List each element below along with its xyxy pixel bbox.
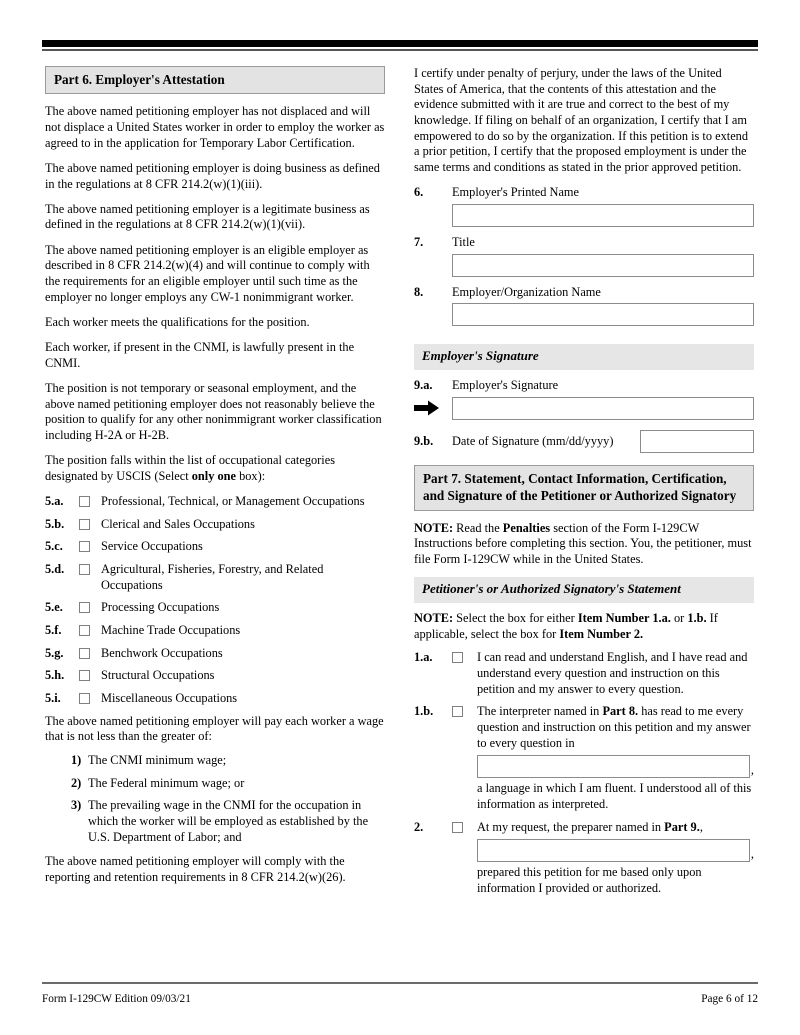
top-rule-thick — [42, 40, 758, 47]
checkbox-5i[interactable] — [79, 693, 90, 704]
checkbox-2-text-after: , — [699, 819, 703, 834]
checkbox-label-5e: Processing Occupations — [101, 600, 220, 615]
part6-paragraph-1: The above named petitioning employer has not displaced and will not displace a United States worker in order to employ the worker as agreed to in the application for Temporary Labor Certification. — [45, 104, 385, 150]
top-rule-thin — [42, 49, 758, 51]
employer-printed-name-input[interactable] — [452, 204, 754, 227]
part-7-header: Part 7. Statement, Contact Information, Certification, and Signature of the Petitioner or Authorized Signatory — [414, 465, 754, 511]
part6-paragraph-5: Each worker meets the qualifications for the position. — [45, 314, 310, 329]
statement-note-item-2: Item Number 2. — [559, 626, 644, 641]
footer-form-edition: Form I-129CW Edition 09/03/21 — [42, 993, 191, 1005]
employer-signature-header: Employer's Signature — [414, 344, 754, 370]
wage-marker-3: 3) — [71, 798, 82, 813]
preparer-name-input[interactable] — [477, 839, 750, 862]
item-number-2: 2. — [414, 819, 424, 834]
field-head-8 — [414, 285, 754, 301]
part6-paragraph-7: The position is not temporary or seasonal employment, and the above named petitioning employer does not reasonably believe the position to qualify for any other nonimmigrant worker classification including H-2A or H-2B. — [45, 380, 382, 442]
checkbox-row-5c[interactable] — [45, 539, 385, 555]
wage-item-3 — [45, 798, 385, 845]
checkbox-label-5g: Benchwork Occupations — [101, 645, 223, 660]
checkbox-5g[interactable] — [79, 648, 90, 659]
statement-note — [414, 611, 754, 642]
item-number-5c: 5.c. — [45, 539, 63, 554]
checkbox-5a[interactable] — [79, 496, 90, 507]
right-column — [414, 66, 754, 904]
preparer-field-row — [477, 839, 754, 862]
checkbox-label-5b: Clerical and Sales Occupations — [101, 516, 255, 531]
wage-marker-1: 1) — [71, 752, 82, 767]
item-number-1a: 1.a. — [414, 650, 433, 665]
field-label-7: Title — [452, 234, 475, 249]
language-field-row — [477, 755, 754, 778]
wage-text-1: The CNMI minimum wage; — [88, 752, 227, 767]
item-number-5f: 5.f. — [45, 622, 62, 637]
checkbox-label-1a: I can read and understand English, and I have read and understand every question and instruction on this petition and my answer to every question. — [477, 650, 748, 696]
interpreter-language-input[interactable] — [477, 755, 750, 778]
checkbox-row-5b[interactable] — [45, 517, 385, 533]
date-of-signature-input[interactable] — [640, 430, 754, 453]
wage-text-2: The Federal minimum wage; or — [88, 775, 245, 790]
part6-paragraph-6: Each worker, if present in the CNMI, is lawfully present in the CNMI. — [45, 339, 355, 370]
preparer-field-comma: , — [750, 847, 754, 862]
date-of-signature-label: Date of Signature (mm/dd/yyyy) — [452, 433, 614, 448]
checkbox-row-5e[interactable] — [45, 600, 385, 616]
checkbox-5f[interactable] — [79, 625, 90, 636]
checkbox-row-1a[interactable] — [414, 650, 754, 697]
checkbox-row-2[interactable] — [414, 820, 754, 897]
wage-list — [45, 753, 385, 845]
wage-marker-2: 2) — [71, 775, 82, 790]
occ-intro-emphasis: only one — [191, 468, 236, 483]
signature-head — [414, 378, 754, 394]
footer-rule — [42, 982, 758, 984]
checkbox-5c[interactable] — [79, 541, 90, 552]
item-number-5i: 5.i. — [45, 690, 61, 705]
item-number-5h: 5.h. — [45, 668, 65, 683]
checkbox-row-5f[interactable] — [45, 623, 385, 639]
checkbox-label-5a: Professional, Technical, or Management Occupations — [101, 493, 365, 508]
statement-note-part-2: or — [670, 611, 688, 626]
checkbox-row-5g[interactable] — [45, 646, 385, 662]
item-number-6: 6. — [414, 185, 424, 200]
page-top-rule — [42, 40, 758, 51]
right-arrow-icon — [414, 397, 452, 420]
checkbox-body-2 — [477, 820, 754, 897]
statement-note-item-1b: 1.b. — [687, 611, 707, 626]
checkbox-label-5i: Miscellaneous Occupations — [101, 690, 238, 705]
part6-paragraph-3: The above named petitioning employer is a legitimate business as defined in the regulations at 8 CFR 214.2(w)(1)(vii). — [45, 201, 370, 232]
item-number-5a: 5.a. — [45, 493, 64, 508]
checkbox-5d[interactable] — [79, 564, 90, 575]
checkbox-2-text-tail: prepared this petition for me based only upon information I provided or authorized. — [477, 865, 702, 896]
signature-row — [414, 397, 754, 420]
checkbox-label-5d: Agricultural, Fisheries, Forestry, and Related Occupations — [101, 561, 324, 592]
item-number-1b: 1.b. — [414, 704, 434, 719]
part6-paragraph-4: The above named petitioning employer is an eligible employer as described in 8 CFR 214.2(w)(4) and will continue to comply with the requirements for an eligible employer until such time as the employer no longer employs any CW-1 nonimmigrant worker. — [45, 242, 370, 304]
field-block-7 — [414, 235, 754, 277]
petitioner-statement-header: Petitioner's or Authorized Signatory's Statement — [414, 577, 754, 603]
checkbox-row-5d[interactable] — [45, 562, 385, 593]
wage-text-3: The prevailing wage in the CNMI for the occupation in which the worker will be employed as established by the U.S. Department of Labor; and — [88, 798, 369, 844]
item-number-7: 7. — [414, 234, 424, 249]
occ-intro-before: The position falls within the list of occupational categories designated by USCIS (Select — [45, 453, 336, 483]
checkbox-row-1b[interactable] — [414, 704, 754, 812]
item-number-9a: 9.a. — [414, 378, 433, 393]
checkbox-5e[interactable] — [79, 602, 90, 613]
item-number-5g: 5.g. — [45, 645, 64, 660]
checkbox-1b-text-tail: a language in which I am fluent. I understood all of this information as interpreted. — [477, 781, 752, 812]
language-field-comma: , — [750, 763, 754, 778]
checkbox-2-text-before: At my request, the preparer named in — [477, 819, 665, 834]
occupational-categories-intro — [45, 453, 385, 484]
part7-note-label: NOTE: — [414, 520, 454, 535]
checkbox-1b-text-before: The interpreter named in — [477, 704, 603, 719]
signature-label: Employer's Signature — [452, 378, 559, 393]
checkbox-1b-part8-reference: Part 8. — [602, 704, 639, 719]
field-label-6: Employer's Printed Name — [452, 185, 580, 200]
item-number-5e: 5.e. — [45, 600, 63, 615]
checkbox-2[interactable] — [452, 822, 463, 833]
field-block-8 — [414, 285, 754, 327]
checkbox-1b[interactable] — [452, 706, 463, 717]
left-column — [45, 66, 385, 895]
statement-note-part-3: If applicable, select the box for — [414, 611, 718, 641]
part-6-header: Part 6. Employer's Attestation — [45, 66, 385, 94]
checkbox-5b[interactable] — [79, 519, 90, 530]
page-footer — [42, 993, 758, 1005]
field-head-7 — [414, 235, 754, 251]
statement-note-label: NOTE: — [414, 611, 454, 626]
checkbox-label-5c: Service Occupations — [101, 539, 203, 554]
item-number-5d: 5.d. — [45, 561, 65, 576]
part7-note-penalties: Penalties — [502, 520, 551, 535]
field-label-8: Employer/Organization Name — [452, 284, 601, 299]
wage-item-1 — [45, 753, 385, 769]
date-of-signature-row — [414, 430, 754, 453]
checkbox-5h[interactable] — [79, 670, 90, 681]
item-number-5b: 5.b. — [45, 516, 65, 531]
checkbox-row-5a[interactable] — [45, 494, 385, 510]
employer-organization-name-input[interactable] — [452, 303, 754, 326]
wage-item-2 — [45, 776, 385, 792]
item-number-8: 8. — [414, 284, 424, 299]
part6-closing-paragraph: The above named petitioning employer will comply with the reporting and retention requirements in 8 CFR 214.2(w)(26). — [45, 854, 346, 884]
checkbox-1b-text-after: has read to me every question and instruction on this petition and my answer to every question in — [477, 704, 751, 750]
part7-note-text-1: Read the — [453, 520, 503, 535]
field-head-6 — [414, 185, 754, 201]
statement-note-item-1a: Item Number 1.a. — [577, 611, 671, 626]
statement-note-part-1: Select the box for either — [453, 611, 578, 626]
item-number-9b: 9.b. — [414, 433, 434, 448]
part6-paragraph-2: The above named petitioning employer is doing business as defined in the regulations at 8 CFR 214.2(w)(1)(iii). — [45, 160, 380, 191]
employer-signature-input[interactable] — [452, 397, 754, 420]
checkbox-label-5f: Machine Trade Occupations — [101, 622, 241, 637]
part7-note-text-2: section of the Form I-129CW Instructions before completing this section. You, the petitioner, must file Form I-129CW while in the United States. — [414, 520, 752, 566]
wage-intro: The above named petitioning employer will pay each worker a wage that is not less than the greater of: — [45, 713, 384, 744]
checkbox-row-5i[interactable] — [45, 691, 385, 707]
certification-paragraph: I certify under penalty of perjury, under the laws of the United States of America, that the contents of this attestation and the evidence submitted with it are true and correct to the best of my knowledge. If filing on behalf of an organization, I certify that I am empowered to do so by the organization. If this petition is to extend a prior petition, I certify that the proposed employment is under the same terms and conditions as stated in the prior approved petition. — [414, 66, 749, 175]
title-input[interactable] — [452, 254, 754, 277]
occ-intro-after: box): — [235, 468, 266, 483]
checkbox-row-5h[interactable] — [45, 668, 385, 684]
checkbox-2-part9-reference: Part 9. — [664, 819, 700, 834]
checkbox-body-1b — [477, 704, 754, 812]
checkbox-label-5h: Structural Occupations — [101, 668, 215, 683]
field-block-6 — [414, 185, 754, 227]
footer-page-number: Page 6 of 12 — [701, 993, 758, 1005]
part7-note — [414, 521, 754, 568]
checkbox-1a[interactable] — [452, 652, 463, 663]
